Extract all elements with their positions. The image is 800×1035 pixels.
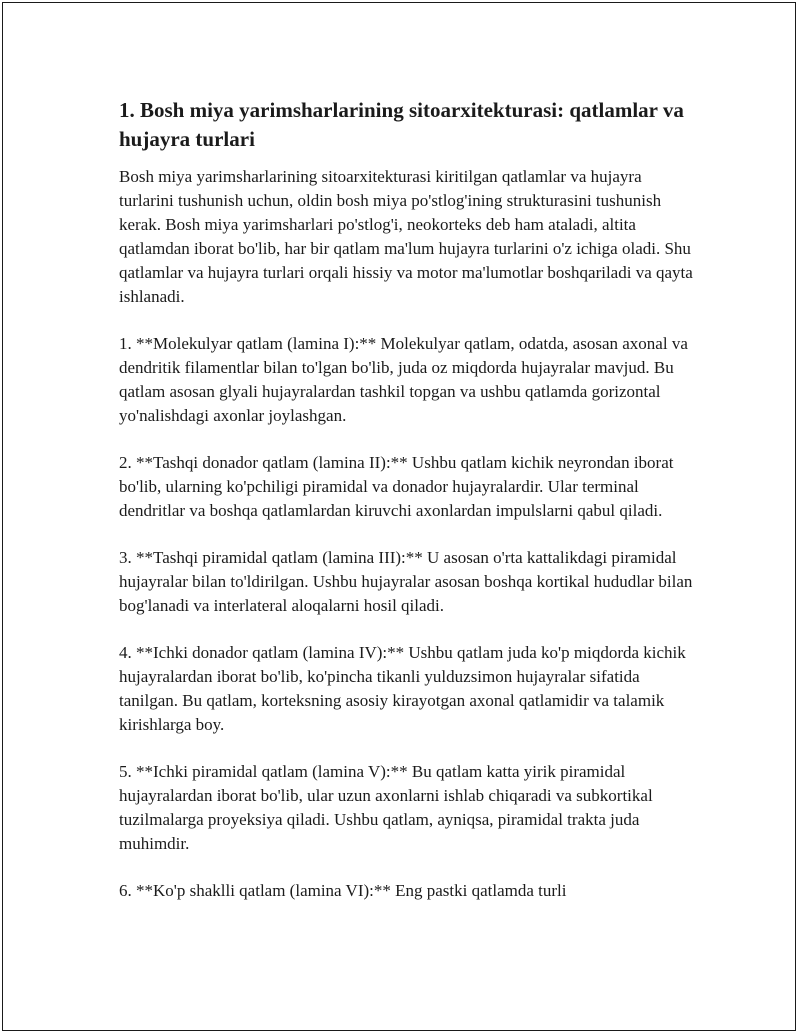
layer-paragraph-1: 1. **Molekulyar qatlam (lamina I):** Molekulyar qatlam, odatda, asosan axonal va dendritik filamentlar bilan to'lgan bo'lib, juda oz miqdorda hujayralar mavjud. Bu qatlam asosan glyali hujayralardan tashkil topgan va ushbu qatlamda gorizontal yo'nalishdagi axonlar joylashgan.: [119, 334, 688, 425]
document-page: [2, 2, 796, 1031]
document-body: [119, 96, 694, 926]
layer-paragraph-6: 6. **Ko'p shaklli qatlam (lamina VI):** Eng pastki qatlamda turli: [119, 881, 567, 900]
layer-paragraph-5: 5. **Ichki piramidal qatlam (lamina V):** Bu qatlam katta yirik piramidal hujayralardan iborat bo'lib, ular uzun axonlarni ishlab chiqaradi va subkortikal tuzilmalarga proyeksiya qiladi. Ushbu qatlam, ayniqsa, piramidal trakta juda muhimdir.: [119, 762, 653, 853]
intro-paragraph: Bosh miya yarimsharlarining sitoarxitekturasi kiritilgan qatlamlar va hujayra turlarini tushunish uchun, oldin bosh miya po'stlog'ining strukturasini tushunish kerak. Bosh miya yarimsharlari po'stlog'i, neokorteks deb ham ataladi, altita qatlamdan iborat bo'lib, har bir qatlam ma'lum hujayra turlarini o'z ichiga oladi. Shu qatlamlar va hujayra turlari orqali hissiy va motor ma'lumotlar boshqariladi va qayta ishlanadi.: [119, 167, 693, 306]
section-heading: 1. Bosh miya yarimsharlarining sitoarxitekturasi: qatlamlar va hujayra turlari: [119, 98, 684, 151]
layer-paragraph-3: 3. **Tashqi piramidal qatlam (lamina III):** U asosan o'rta kattalikdagi piramidal hujayralar bilan to'ldirilgan. Ushbu hujayralar asosan boshqa kortikal hududlar bilan bog'lanadi va interlateral aloqalarni hosil qiladi.: [119, 548, 693, 615]
layer-paragraph-2: 2. **Tashqi donador qatlam (lamina II):** Ushbu qatlam kichik neyrondan iborat bo'lib, ularning ko'pchiligi piramidal va donador hujayralardir. Ular terminal dendritlar va boshqa qatlamlardan kiruvchi axonlardan impulslarni qabul qiladi.: [119, 453, 674, 520]
layer-paragraph-4: 4. **Ichki donador qatlam (lamina IV):** Ushbu qatlam juda ko'p miqdorda kichik hujayralardan iborat bo'lib, ko'pincha tikanli yulduzsimon hujayralar sifatida tanilgan. Bu qatlam, korteksning asosiy kirayotgan axonal qatlamidir va talamik kirishlarga boy.: [119, 643, 686, 734]
